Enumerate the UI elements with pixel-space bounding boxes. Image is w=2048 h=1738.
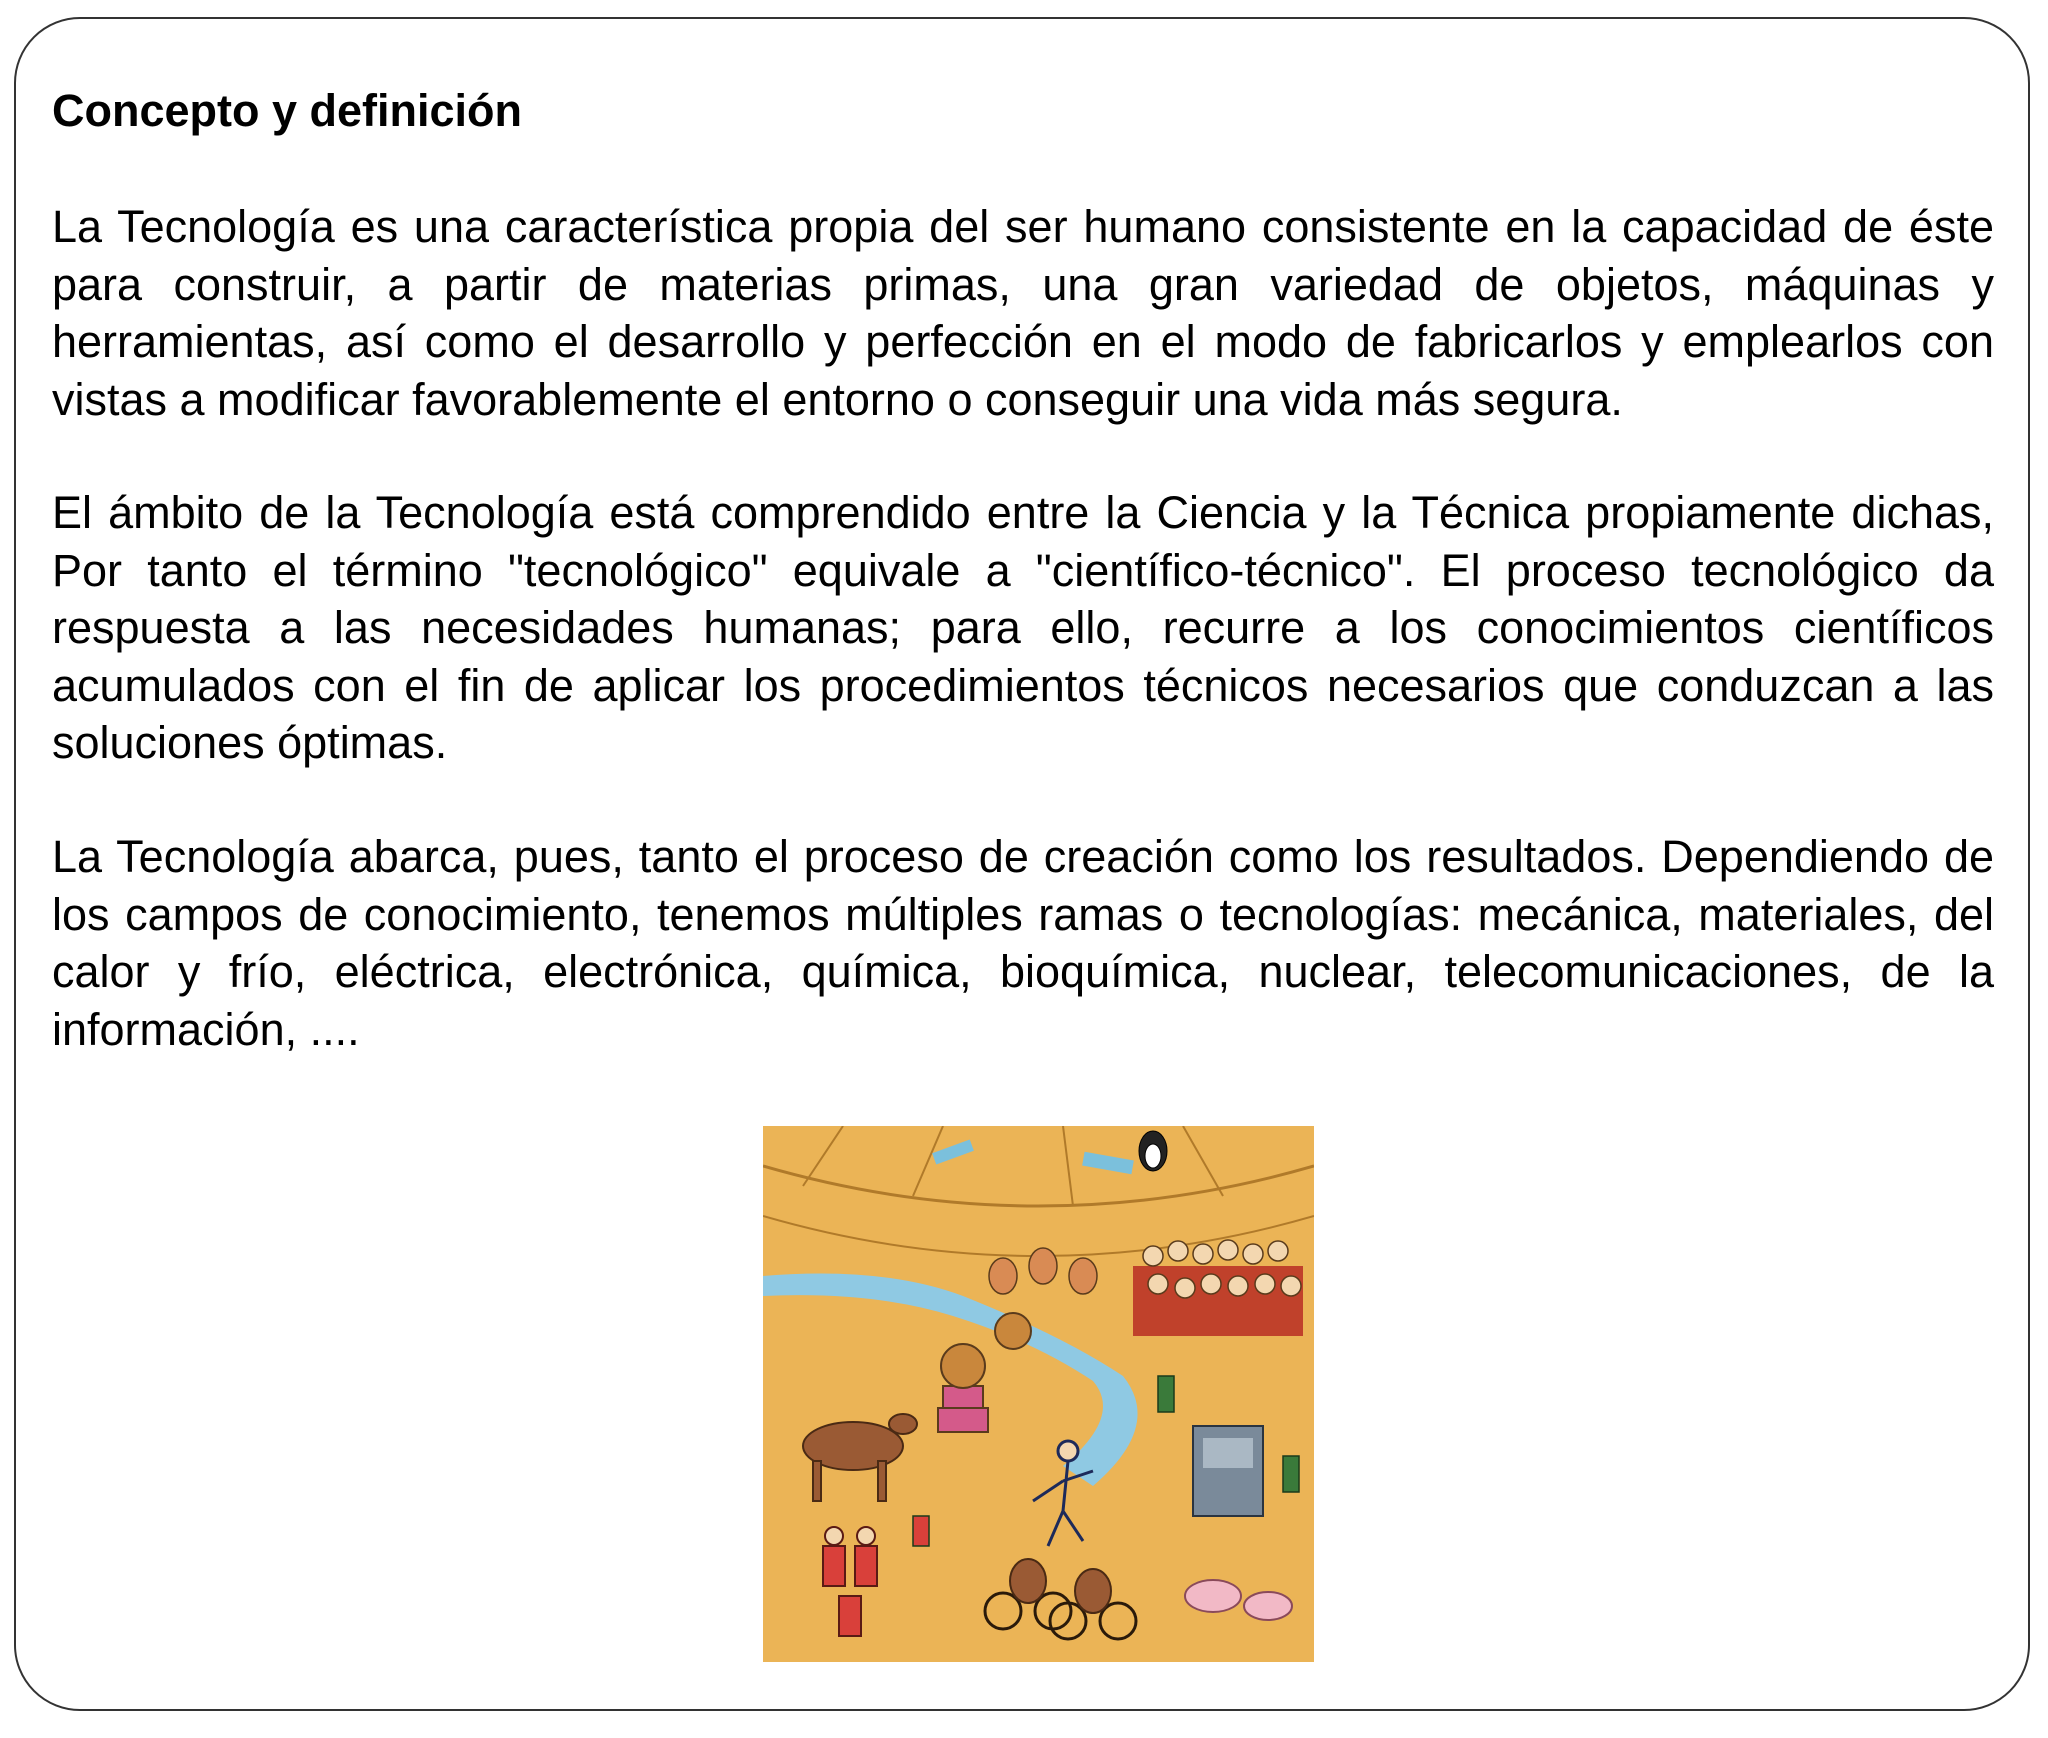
circus-illustration-graphic <box>763 1126 1314 1662</box>
paragraph-definition: La Tecnología es una característica propia del ser humano consistente en la capacidad de éste para construir, a partir de materias primas, una gran variedad de objetos, máquinas y herramientas, así como el desarrollo y perfección en el modo de fabricarlos y emplearlos con vistas a modificar favorablemente el entorno o conseguir una vida más segura. <box>52 201 1994 425</box>
circus-illustration <box>763 1126 1314 1662</box>
slide-heading: Concepto y definición <box>52 85 523 136</box>
paragraph-scope: El ámbito de la Tecnología está comprendido entre la Ciencia y la Técnica propiamente dichas, Por tanto el término "tecnológico" equivale a "científico-técnico". El proceso tecnológico da respuesta a las necesidades humanas; para ello, recurre a los conocimientos científicos acumulados con el fin de aplicar los procedimientos técnicos necesarios que conduzcan a las soluciones óptimas. <box>52 487 1994 768</box>
paragraph-branches: La Tecnología abarca, pues, tanto el proceso de creación como los resultados. Dependiendo de los campos de conocimiento, tenemos múltiples ramas o tecnologías: mecánica, materiales, del calor y frío, eléctrica, electrónica, química, bioquímica, nuclear, telecomunicaciones, de la información, .... <box>52 831 1994 1055</box>
